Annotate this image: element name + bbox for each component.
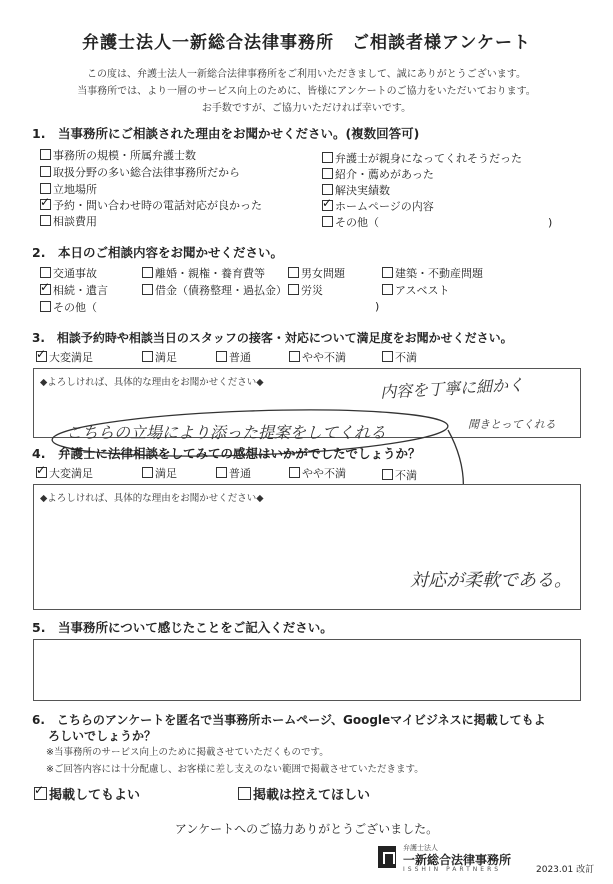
- q1-option-results[interactable]: 解決実績数: [322, 182, 390, 198]
- checkbox-icon[interactable]: [216, 467, 227, 478]
- intro-line-3: お手数ですが、ご協力いただければ幸いです。: [201, 103, 412, 114]
- logo-firm-name: 一新総合法律事務所: [403, 853, 512, 867]
- q1-option-location[interactable]: 立地場所: [40, 181, 97, 197]
- q1-option-caring[interactable]: 弁護士が親身になってくれそうだった: [322, 150, 522, 166]
- intro-line-2: 当事務所では、より一層のサービス向上のために、皆様にアンケートのご協力をいただいております。: [77, 86, 536, 97]
- q2-option-inheritance[interactable]: ✓相続・遺言: [40, 282, 108, 298]
- q1-option-referral[interactable]: 紹介・薦めがあった: [322, 166, 434, 182]
- q2-option-other[interactable]: その他（: [40, 299, 97, 315]
- q2-option-asbestos[interactable]: アスベスト: [382, 282, 450, 298]
- checkbox-checked-icon[interactable]: [34, 787, 47, 800]
- q6-label-line-1: 6. こちらのアンケートを匿名で当事務所ホームページ、Googleマイビジネスに掲載してもよ: [32, 713, 546, 727]
- q4-option-somewhat-dissatisfied[interactable]: やや不満: [289, 465, 346, 481]
- version-text: 2023.01 改訂: [536, 865, 595, 875]
- checkbox-icon[interactable]: [289, 467, 300, 478]
- q1-option-other[interactable]: その他（: [322, 214, 379, 230]
- q3-option-somewhat-dissatisfied[interactable]: やや不満: [289, 349, 346, 365]
- q1-option-scale[interactable]: 事務所の規模・所属弁護士数: [40, 147, 196, 163]
- checkbox-icon[interactable]: [238, 787, 251, 800]
- q2-label: 2. 本日のご相談内容をお聞かせください。: [32, 245, 283, 260]
- q2-close-paren: ): [375, 300, 380, 313]
- q1-option-fee[interactable]: 相談費用: [40, 213, 97, 229]
- q3-handwriting-main: こちらの立場により添った提案をしてくれる: [66, 423, 387, 442]
- checkbox-checked-icon[interactable]: [36, 467, 47, 478]
- q5-comment-box[interactable]: [33, 639, 581, 701]
- q2-option-labor[interactable]: 労災: [288, 282, 323, 298]
- q6-note-1: ※当事務所のサービス向上のために掲載させていただくものです。: [46, 747, 329, 758]
- q6-option-no[interactable]: 掲載は控えてほしい: [238, 784, 370, 803]
- q4-handwriting: 対応が柔軟である。: [410, 570, 572, 591]
- q6-option-yes[interactable]: ✓掲載してもよい: [34, 784, 140, 803]
- logo-small-text: 弁護士法人: [403, 844, 438, 852]
- logo-roman: ISSHIN PARTNERS: [403, 866, 502, 873]
- q1-close-paren: ): [548, 216, 553, 229]
- checkbox-icon[interactable]: [382, 469, 393, 480]
- q1-option-fields[interactable]: 取扱分野の多い総合法律事務所だから: [40, 164, 240, 180]
- q2-option-realestate[interactable]: 建築・不動産問題: [382, 265, 483, 281]
- q3-option-dissatisfied[interactable]: 不満: [382, 349, 417, 365]
- checkbox-icon[interactable]: [142, 467, 153, 478]
- q3-handwriting-right-2: 聞きとってくれる: [468, 418, 556, 431]
- q3-option-very-satisfied[interactable]: ✓大変満足: [36, 349, 93, 365]
- q2-option-relationship[interactable]: 男女問題: [288, 265, 345, 281]
- q4-option-very-satisfied[interactable]: ✓大変満足: [36, 465, 93, 481]
- q1-label: 1. 当事務所にご相談された理由をお聞かせください。(複数回答可): [32, 126, 420, 141]
- q4-option-neutral[interactable]: 普通: [216, 465, 251, 481]
- q3-handwriting-right-1: 内容を丁寧に細かく: [379, 375, 525, 402]
- thanks-text: アンケートへのご協力ありがとうございました。: [174, 822, 439, 836]
- q3-option-neutral[interactable]: 普通: [216, 349, 251, 365]
- q3-option-satisfied[interactable]: 満足: [142, 349, 177, 365]
- intro-line-1: この度は、弁護士法人一新総合法律事務所をご利用いただきまして、誠にありがとうございます。: [87, 69, 526, 80]
- firm-logo-icon: [378, 846, 396, 868]
- q4-label: 4. 弁護士に法律相談をしてみての感想はいかがでしたでしょうか？: [32, 446, 421, 461]
- q6-note-2: ※ご回答内容には十分配慮し、お客様に差し支えのない範囲で掲載させていただきます。: [46, 764, 424, 775]
- q4-prompt: ◆よろしければ、具体的な理由をお聞かせください◆: [40, 493, 264, 504]
- page-title: 弁護士法人一新総合法律事務所 ご相談者様アンケート: [82, 33, 531, 53]
- q3-prompt: ◆よろしければ、具体的な理由をお聞かせください◆: [40, 377, 264, 388]
- q2-option-traffic[interactable]: 交通事故: [40, 265, 97, 281]
- q1-option-phone[interactable]: ✓予約・問い合わせ時の電話対応が良かった: [40, 197, 262, 213]
- q2-option-divorce[interactable]: 離婚・親権・養育費等: [142, 265, 265, 281]
- q1-option-homepage[interactable]: ✓ホームページの内容: [322, 198, 434, 214]
- q2-option-debt[interactable]: 借金（債務整理・過払金）: [142, 282, 287, 298]
- q5-label: 5. 当事務所について感じたことをご記入ください。: [32, 620, 333, 635]
- q4-option-satisfied[interactable]: 満足: [142, 465, 177, 481]
- q6-label-line-2: ろしいでしょうか？: [48, 729, 157, 743]
- q3-label: 3. 相談予約時や相談当日のスタッフの接客・対応について満足度をお聞かせください。: [32, 331, 513, 345]
- q4-option-dissatisfied[interactable]: 不満: [382, 467, 417, 483]
